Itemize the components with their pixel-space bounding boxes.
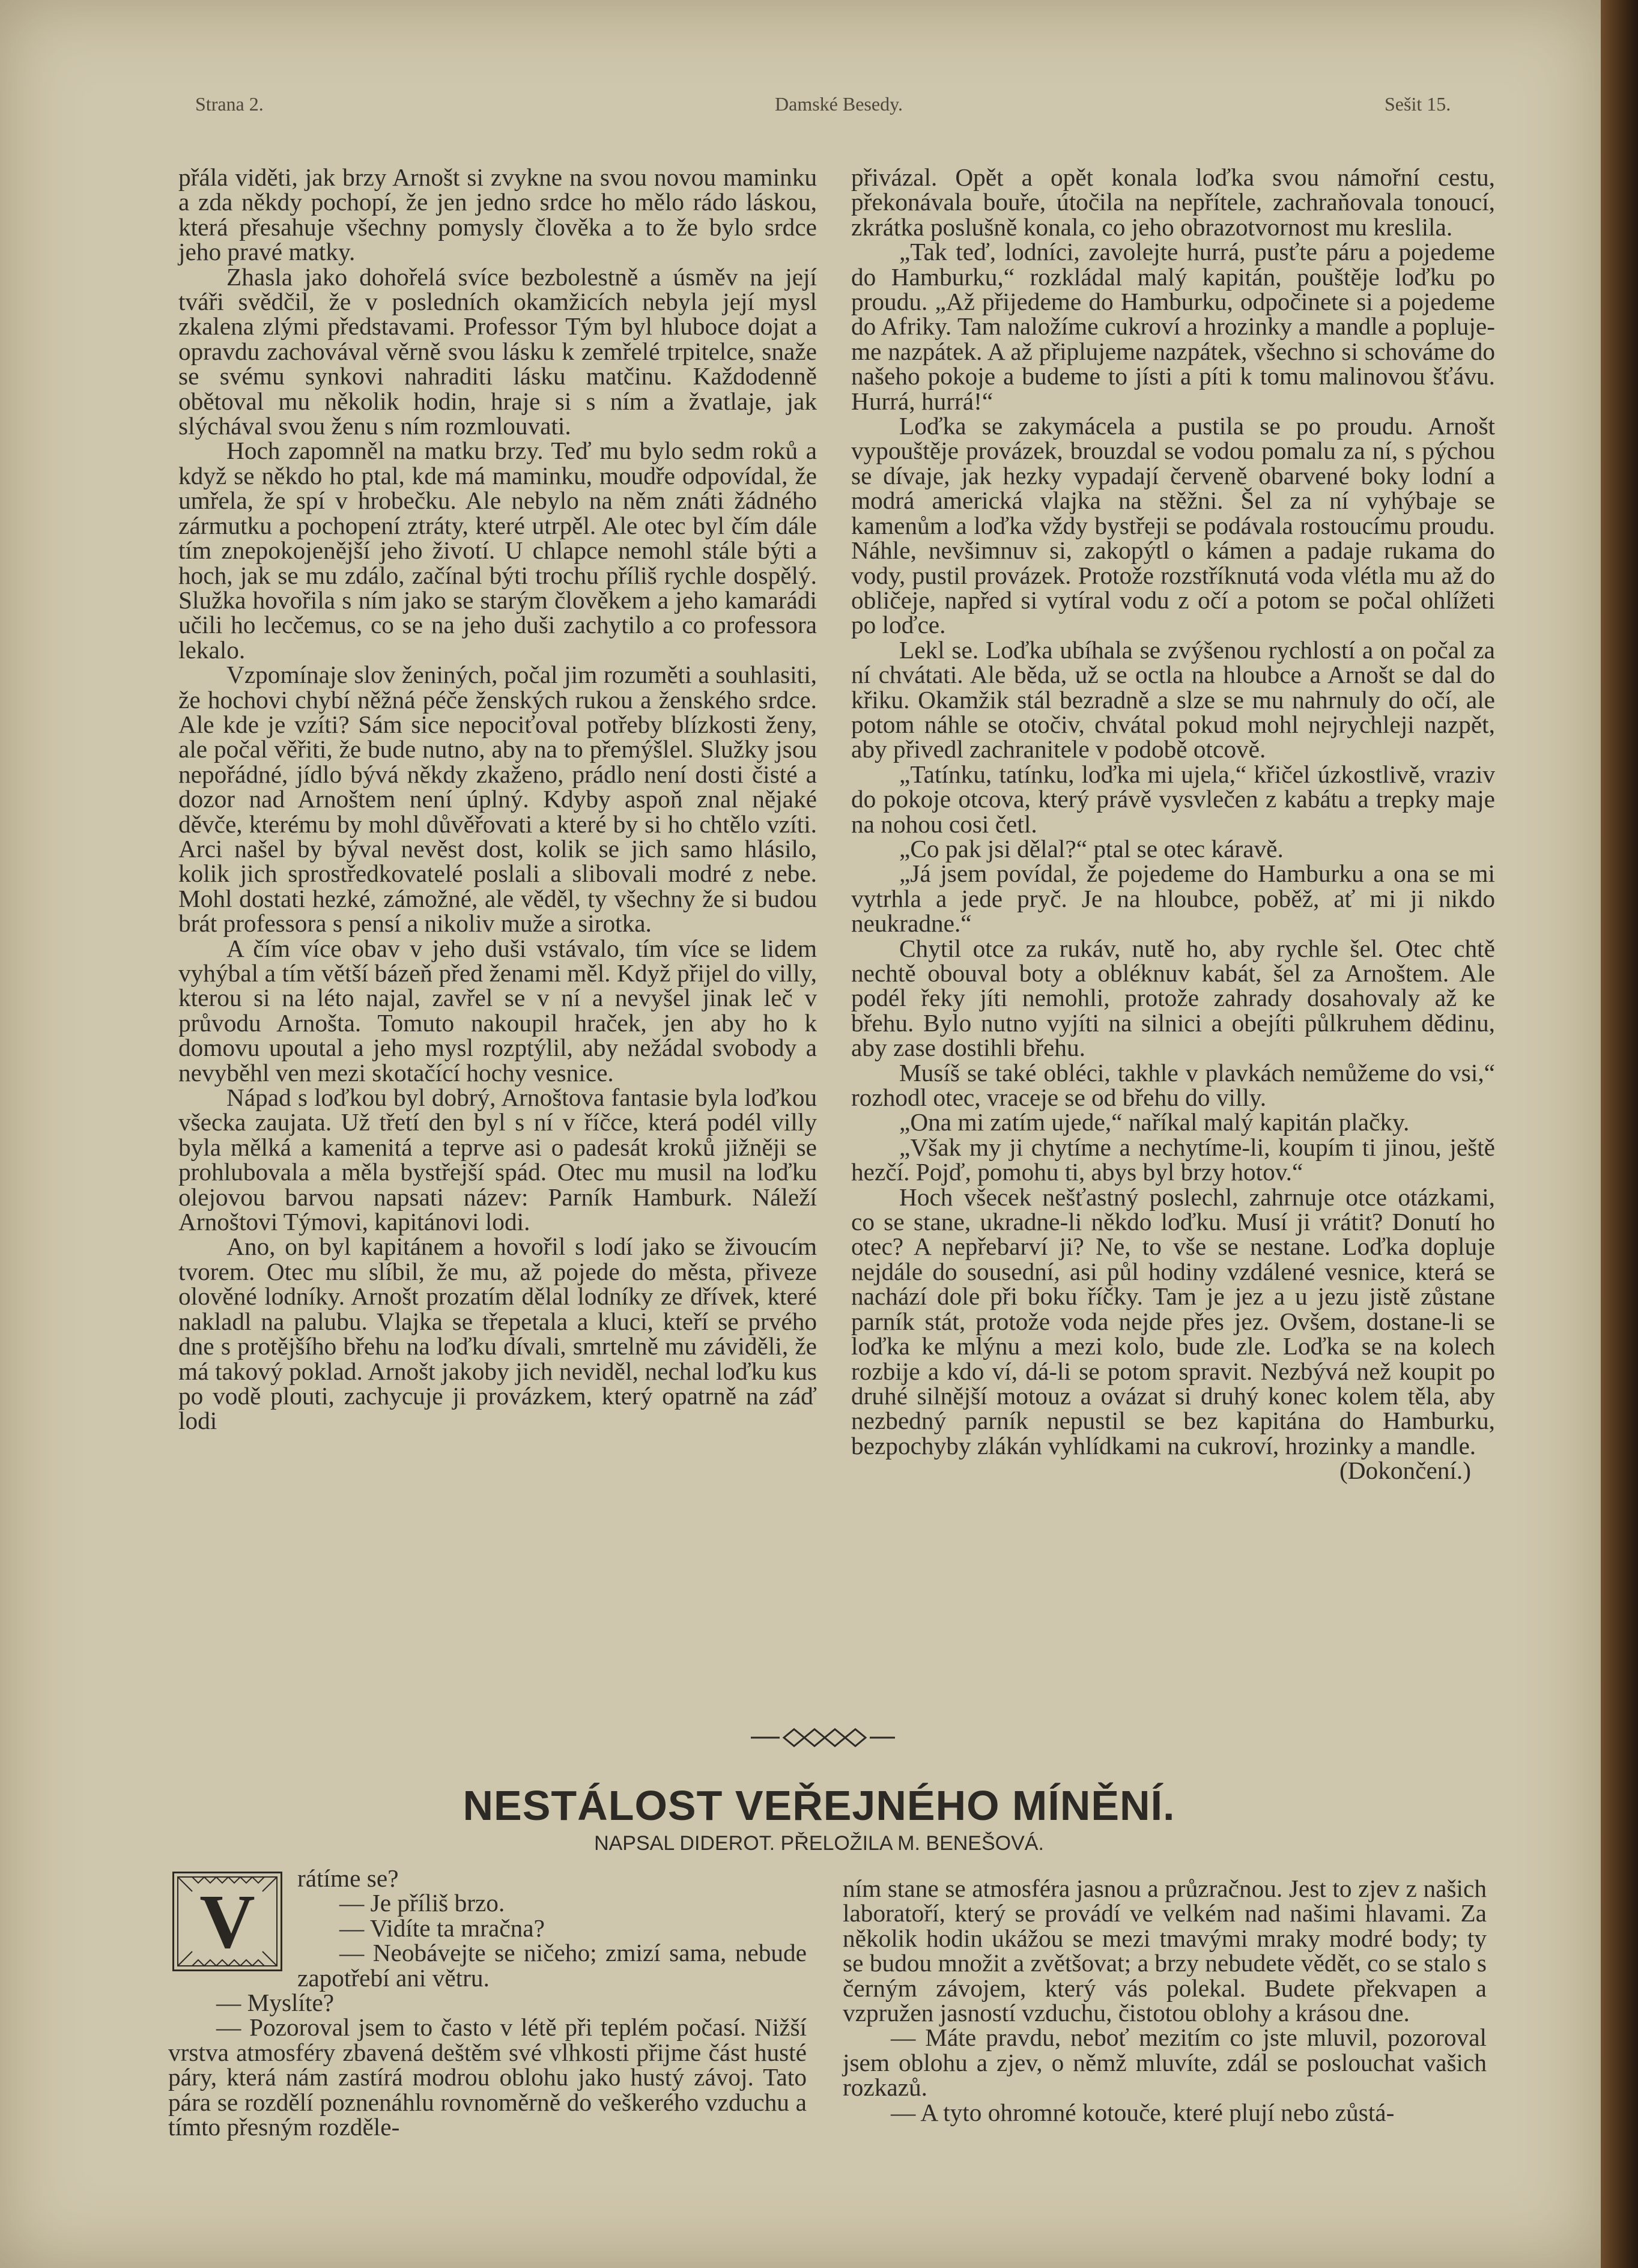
paragraph: „Tak teď, lodníci, zavolejte hurrá, pusťte páru a pojedeme do Hamburku,“ rozkládal malý kapitán, pouštěje loďku po proudu. „Až přijedeme do Hamburku, odpočinete si a pojedeme do Afriky. Tam naložíme cukroví a hrozinky a mandle a poplujeme nazpátek. A až připlujeme nazpátek, všechno si schováme do našeho pokoje a budeme to jísti a píti k tomu malinovou šťávu. Hurrá, hurrá!“	[851, 238, 1495, 415]
paragraph: Zhasla jako dohořelá svíce bezbolestně a úsměv na její tváři svědčil, že v posledních okamžicích nebyla její mysl zkalena zlými představami. Professor Tým byl hluboce dojat a opravdu zachovával věrně svou lásku k zemřelé trpitelce, snaže se svému synkovi nahraditi lásku matčinu. Každodenně obětoval mu několik hodin, hraje si s ním a žvatlaje, jak slýchával svou ženu s ním rozmlouvati.	[178, 262, 817, 440]
paragraph: rátíme se?	[297, 1864, 399, 1892]
paragraph: Loďka se zakymácela a pustila se po proudu. Arnošt vypouštěje provázek, brouzdal se vodou pomalu za ní, s pýchou se dívaje, jak hezky vypadají červeně obarvené boky lodní a modrá americká vlajka na stěžni. Šel za ní vyhýbaje se kamenům a loďka vždy bystřeji se podávala rostoucímu proudu. Náhle, nevšimnuv si, zakopýtl o kámen a padaje rukama do vody, pustil provázek. Protože rozstříknutá voda vlétla mu až do obličeje, napřed si vytíral vodu z očí a potom se počal ohlížeti po loďce.	[851, 412, 1495, 639]
article2-title: NESTÁLOST VEŘEJNÉHO MÍNĚNÍ.	[463, 1782, 1175, 1829]
article2-column-right	[843, 1876, 1487, 2125]
paragraph: — Pozoroval jsem to často v létě při teplém počasí. Nižší vrstva atmosféry zbavená deštěm své vlhkosti přijme část husté páry, která nám zastírá modrou oblohu jako hustý závoj. Tato pára se rozdělí poznenáhlu rovnoměrně do veškerého vzduchu a tímto přesným rozděle-	[168, 2013, 807, 2141]
paragraph: „Ona mi zatím ujede,“ naříkal malý kapitán plačky.	[899, 1108, 1410, 1136]
section-divider-ornament	[751, 1726, 895, 1750]
book-binding-edge	[1601, 0, 1638, 2268]
paragraph: „Tatínku, tatínku, loďka mi ujela,“ křičel úzkostlivě, vraziv do pokoje otcova, který právě vysvlečen z kabátu a trepky maje na nohou cosi četl.	[851, 760, 1495, 838]
paragraph: — Je příliš brzo.	[339, 1889, 505, 1917]
paragraph: „Co pak jsi dělal?“ ptal se otec káravě.	[899, 834, 1284, 863]
dropcap-letter: V	[199, 1879, 255, 1964]
paragraph: — Vidíte ta mračna?	[339, 1914, 545, 1942]
paragraph: přála viděti, jak brzy Arnošt si zvykne na svou novou maminku a zda někdy pochopí, že jen jedno srdce ho mělo rádo láskou, která přesahuje všechny pomysly člověka a to že bylo srdce jeho pravé matky.	[178, 163, 817, 266]
paragraph: A čím více obav v jeho duši vstávalo, tím více se lidem vyhýbal a tím větší bázeň před ženami měl. Když přijel do villy, kterou si na léto najal, zavřel se v ní a nevyšel jinak leč v průvodu Arnošta. Tomuto nakoupil hraček, jen aby ho k domovu upoutal a jeho mysl rozptýlil, aby nežádal svobody a nevyběhl ven mezi skotačící hochy vesnice.	[178, 934, 817, 1087]
continuation-note: (Dokončení.)	[1339, 1457, 1471, 1485]
page-number-header: Strana 2.	[195, 93, 264, 115]
paragraph: — Neobávejte se ničeho; zmizí sama, nebude zapotřebí ani větru.	[297, 1939, 807, 1992]
paragraph: Chytil otce za rukáv, nutě ho, aby rychle šel. Otec chtě nechtě obouval boty a obléknuv kabát, šel za Arnoštem. Ale podél řeky jíti nemohli, protože zahrady dosahovaly až ke břehu. Bylo nutno vyjíti na silnici a obejíti půlkruhem dědinu, aby zase dostihli břehu.	[851, 934, 1495, 1062]
paragraph: Hoch všecek nešťastný poslechl, zahrnuje otce otázkami, co se stane, ukradne-li někdo loďku. Musí ji vrátit? Donutí ho otec? A nepřebarví ji? Ne, to vše se nestane. Loďka dopluje nejdále do sousední, asi půl hodiny vzdálené vesnice, která se nachází dole při boku říčky. Tam je jez a u jezu jistě zůstane parník stát, protože voda nejde přes jez. Ovšem, dostane-li se loďka ke mlýnu a mezi kolo, bude zle. Loďka se na kolech rozbije a kdo ví, dá-li se potom spravit. Nezbývá než koupit po druhé silnější motouz a ovázat si druhý konec kolem těla, aby nezbedný parník nepustil se bez kapitána do Hamburku, bezpochyby zlákán vyhlídkami na cukroví, hrozinky a mandle.	[851, 1183, 1495, 1460]
paragraph: přivázal. Opět a opět konala loďka svou námořní cestu, překonávala bouře, útočila na nepřítele, zachraňovala tonoucí, zkrátka poslušně konala, co jeho obrazotvornost mu kreslila.	[851, 163, 1495, 241]
magazine-title-header: Damské Besedy.	[775, 93, 903, 115]
paragraph: Nápad s loďkou byl dobrý, Arnoštova fantasie byla loďkou všecka zaujata. Už třetí den byl s ní v říčce, která podél villy byla mělká a kamenitá a teprve asi o padesát kroků jižněji se prohlubovala a měla bystřejší spád. Otec mu musil na loďku olejovou barvou napsati název: Parník Hamburk. Náleží Arnoštovi Týmovi, kapitánovi lodi.	[178, 1084, 817, 1236]
paragraph: — Myslíte?	[216, 1989, 335, 2017]
paragraph: „Já jsem povídal, že pojedeme do Hamburku a ona se mi vytrhla a jede pryč. Je na hloubce, poběž, ať mi ji nikdo neukradne.“	[851, 860, 1495, 938]
paragraph: Ano, on byl kapitánem a hovořil s lodí jako se živoucím tvorem. Otec mu slíbil, že mu, až pojede do města, přiveze olověné lodníky. Arnošt prozatím dělal lodníky ze dřívek, které nakladl na palubu. Vlajka se třepetala a kluci, kteří se prvého dne s protějšího břehu na loďku dívali, smrtelně mu záviděli, že má takový poklad. Arnošt jakoby jich neviděl, nechal loďku kus po vodě plouti, zachycuje ji provázkem, který opatrně na záď lodi	[178, 1233, 817, 1435]
paragraph: Lekl se. Loďka ubíhala se zvýšenou rychlostí a on počal za ní chvátati. Ale běda, už se octla na hloubce a Arnošt se dal do křiku. Okamžik stál bezradně a slze se mu nahrnuly do očí, ale potom náhle se otočiv, chvátal pokud mohl nejrychleji nazpět, aby přivedl zachranitele v podobě otcově.	[851, 635, 1495, 763]
issue-header: Sešit 15.	[1385, 93, 1451, 115]
paragraph: — A tyto ohromné kotouče, které plují nebo zůstá-	[891, 2098, 1395, 2126]
article2-column-left	[168, 1866, 807, 2139]
article1-column-right	[851, 165, 1495, 1484]
article2-byline: NAPSAL DIDEROT. PŘELOŽILA M. BENEŠOVÁ.	[594, 1832, 1044, 1855]
paragraph: ním stane se atmosféra jasnou a průzračnou. Jest to zjev z našich laboratoří, který se provádí ve velkém nad našimi hlavami. Za několik hodin ukážou se mezi tmavými mraky modré body; ty se budou množit a zvětšovat; a brzy nebudete vědět, co se stalo s černým závojem, který vás polekal. Budete překvapen a vzpružen jasností vzduchu, čistotou oblohy a krásou dne.	[843, 1875, 1487, 2027]
article1-column-left	[178, 165, 817, 1434]
paragraph: — Máte pravdu, neboť mezitím co jste mluvil, pozoroval jsem oblohu a zjev, o němž mluvíte, zdál se poslouchat vašich rozkazů.	[843, 2024, 1487, 2102]
paragraph: „Však my ji chytíme a nechytíme-li, koupím ti jinou, ještě hezčí. Pojď, pomohu ti, abys byl brzy hotov.“	[851, 1133, 1495, 1186]
paragraph: Vzpomínaje slov ženiných, počal jim rozuměti a souhlasiti, že hochovi chybí něžná péče ženských rukou a ženského srdce. Ale kde je vzíti? Sám sice nepociťoval potřeby blízkosti ženy, ale počal věřiti, že bude nutno, aby na to přemýšlel. Služky jsou nepořádné, jídlo bývá někdy zkaženo, prádlo není dosti čisté a dozor nad Arnoštem není úplný. Kdyby aspoň znal nějaké děvče, kterému by mohl důvěřovati a které by si ho chtělo vzíti. Arci našel by býval nevěst dost, kolik se jich samo hlásilo, kolik jich sprostředkovatelé poslali a slibovali modré z nebe. Mohl dostati hezké, zámožné, ale věděl, ty všechny že si budou brát professora s pensí a nikoliv muže a sirotka.	[178, 661, 817, 938]
paragraph: Hoch zapomněl na matku brzy. Teď mu bylo sedm roků a když se někdo ho ptal, kde má maminku, moudře odpovídal, že umřela, že spí v hrobečku. Ale nebylo na něm znáti žádného zármutku a pochopení ztráty, které utrpěl. Ale otec byl čím dále tím znepokojenější jeho životí. U chlapce nemohl stále býti a hoch, jak se mu zdálo, začínal býti trochu příliš rychle dospělý. Služka hovořila s ním jako se starým člověkem a jeho kamarádi učili ho lecčemus, co se na jeho duši zachytilo a co professora lekalo.	[178, 437, 817, 664]
paragraph: Musíš se také obléci, takhle v plavkách nemůžeme do vsi,“ rozhodl otec, vraceje se od břehu do villy.	[851, 1058, 1495, 1112]
